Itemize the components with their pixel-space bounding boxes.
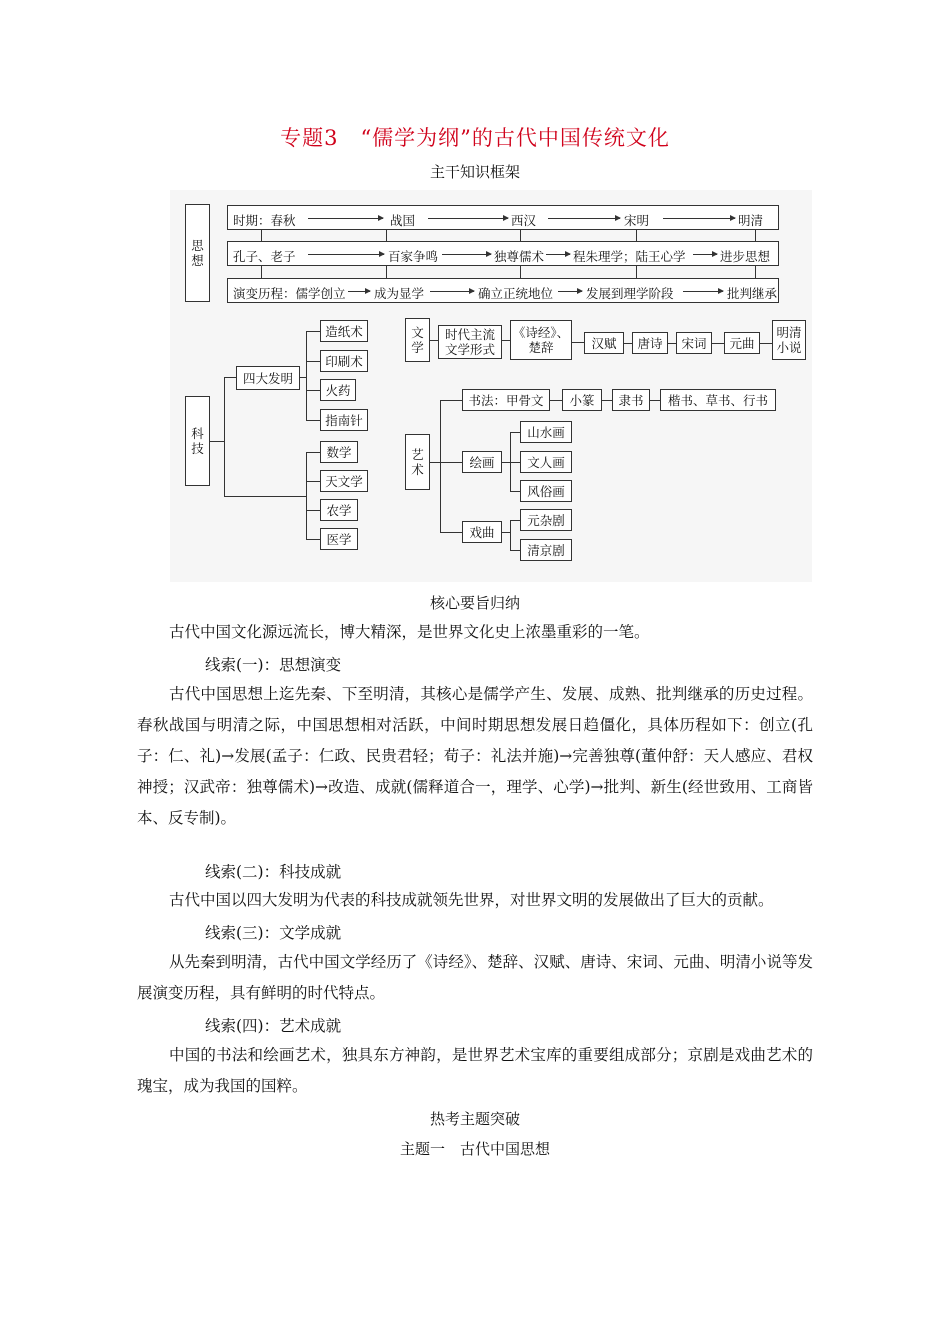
calligraphy-oracle: 书法：甲骨文 xyxy=(462,389,550,411)
thought-row-evolution xyxy=(227,278,779,303)
science-math: 数学 xyxy=(320,441,358,463)
section-heading-hot: 热考主题突破 xyxy=(429,1110,520,1128)
intro-paragraph: 古代中国文化源远流长，博大精深，是世界文化史上浓墨重彩的一笔。 xyxy=(169,623,650,641)
lit-tangshi: 唐诗 xyxy=(632,332,668,354)
period-mingqing: 明清 xyxy=(738,213,764,228)
painting-genre: 风俗画 xyxy=(520,480,572,502)
clue1-title: 线索(一)：思想演变 xyxy=(205,656,342,674)
science-agriculture: 农学 xyxy=(320,499,358,521)
four-inventions-box: 四大发明 xyxy=(236,366,300,390)
evolution-lixue: 发展到理学阶段 xyxy=(586,286,674,301)
opera-box: 戏曲 xyxy=(462,521,502,543)
theme-one-heading: 主题一 古代中国思想 xyxy=(399,1140,550,1158)
invention-paper: 造纸术 xyxy=(320,320,368,342)
invention-printing: 印刷术 xyxy=(320,350,368,372)
clue1-paragraph: 古代中国思想上迄先秦、下至明清，其核心是儒学产生、发展、成熟、批判继承的历史过程。春秋战国与明清之际，中国思想相对活跃，中间时期思想发展日趋僵化，具体历程如下：创立(孔子：仁、礼)→发展(孟子：仁政、民贵君轻；荀子：礼法并施)→完善独尊(董仲舒：天人感应、君权神授；汉武帝：独尊儒术)→改造、成就(儒释道合一，理学、心学)→批判、新生(经世致用、工商皆本、反专制)。 xyxy=(137,685,813,827)
period-chunqiu: 时期：春秋 xyxy=(233,213,296,228)
art-label-box: 艺术 xyxy=(405,434,430,490)
clue2-paragraph: 古代中国以四大发明为代表的科技成就领先世界，对世界文明的发展做出了巨大的贡献。 xyxy=(169,891,774,909)
thinkers-lixue-xinxue: 程朱理学；陆王心学 xyxy=(573,249,686,264)
section-heading-core: 核心要旨归纳 xyxy=(429,594,520,612)
thinkers-kongzi-laozi: 孔子、老子 xyxy=(233,249,296,264)
period-songming: 宋明 xyxy=(624,213,650,228)
evolution-xianxue: 成为显学 xyxy=(374,286,425,301)
painting-literati: 文人画 xyxy=(520,451,572,473)
knowledge-framework-diagram xyxy=(170,190,812,582)
opera-yuan-zaju: 元杂剧 xyxy=(520,509,572,531)
lit-songci: 宋词 xyxy=(676,332,712,354)
calligraphy-lishu: 隶书 xyxy=(612,389,650,411)
opera-peking: 清京剧 xyxy=(520,539,572,561)
thought-row-thinkers xyxy=(227,241,779,266)
calligraphy-xiaozhuan: 小篆 xyxy=(562,389,602,411)
lit-hanfu: 汉赋 xyxy=(584,332,624,354)
clue3-title: 线索(三)：文学成就 xyxy=(205,924,342,942)
science-astronomy: 天文学 xyxy=(320,470,368,492)
thought-label-box: 思想 xyxy=(185,204,210,302)
evolution-pipan: 批判继承 xyxy=(727,286,778,301)
thinkers-jinbu: 进步思想 xyxy=(720,249,771,264)
section-heading-framework: 主干知识框架 xyxy=(429,163,520,181)
invention-gunpowder: 火药 xyxy=(320,379,356,401)
evolution-chuangli: 演变历程：儒学创立 xyxy=(233,286,346,301)
science-medicine: 医学 xyxy=(320,528,358,550)
invention-compass: 指南针 xyxy=(320,409,368,431)
thinkers-dunzun: 独尊儒术 xyxy=(494,249,545,264)
thought-row-period xyxy=(227,205,779,230)
lit-shijing-chuci: 《诗经》、楚辞 xyxy=(510,320,572,360)
clue2-title: 线索(二)：科技成就 xyxy=(205,863,342,881)
clue3-paragraph: 从先秦到明清，古代中国文学经历了《诗经》、楚辞、汉赋、唐诗、宋词、元曲、明清小说等发展演变历程，具有鲜明的时代特点。 xyxy=(137,953,813,1002)
period-xihan: 西汉 xyxy=(511,213,537,228)
literature-label-box: 文学 xyxy=(405,318,430,362)
page-title: 专题3 “儒学为纲”的古代中国传统文化 xyxy=(280,126,670,150)
clue4-paragraph: 中国的书法和绘画艺术，独具东方神韵，是世界艺术宝库的重要组成部分；京剧是戏曲艺术的瑰宝，成为我国的国粹。 xyxy=(137,1046,813,1095)
lit-yuanqu: 元曲 xyxy=(724,332,760,354)
painting-landscape: 山水画 xyxy=(520,421,572,443)
evolution-zhengtong: 确立正统地位 xyxy=(478,286,554,301)
clue4-title: 线索(四)：艺术成就 xyxy=(205,1017,342,1035)
painting-box: 绘画 xyxy=(462,451,502,473)
mainstream-form-box: 时代主流文学形式 xyxy=(438,325,502,359)
tech-label-box: 科技 xyxy=(185,396,210,486)
period-zhanguo: 战国 xyxy=(390,213,416,228)
calligraphy-kaishu: 楷书、草书、行书 xyxy=(660,389,776,411)
thinkers-baijia: 百家争鸣 xyxy=(388,249,439,264)
lit-mingqing-novel: 明清小说 xyxy=(772,320,806,360)
